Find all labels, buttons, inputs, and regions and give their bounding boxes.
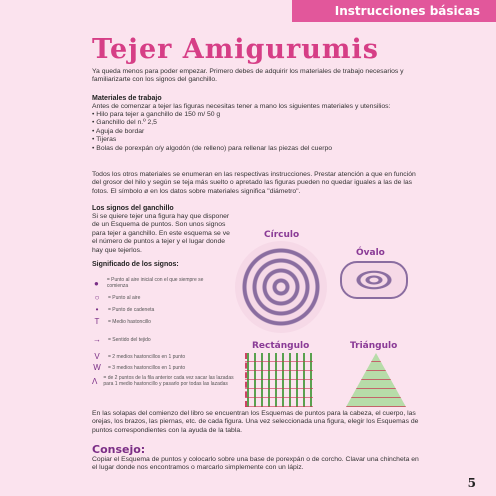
circle-label: Círculo [264, 230, 300, 240]
list-item: • Ganchillo del n.º 2,5 [92, 119, 332, 127]
legend-item: W = 3 medios hastoncillos en 1 punto [93, 363, 186, 372]
paragraph-3: En las solapas del comienzo del libro se encuentran los Esquemas de puntos para la cabeza, el cuerpo, las orejas, los brazos, las piernas, etc. de cada figura. Una vez seleccionada una figura, elegir los Esquemas de puntos correspondientes con la ayuda de la tabla. [92, 410, 419, 434]
list-item: • Aguja de bordar [92, 128, 332, 136]
legend-item: Λ = de 2 puntos de la fila anterior cada vez sacar las lazadas para 1 medio hastoncillo y pasarlo por todas las lazadas [92, 375, 234, 387]
circle-diagram [235, 241, 327, 333]
tip-heading: Consejo: [92, 443, 146, 456]
oval-diagram [340, 261, 408, 299]
legend-item: ○ = Punto al aire [94, 293, 141, 302]
legend-item: T = Medio hastoncillo [94, 317, 151, 326]
list-item: • Tijeras [92, 136, 332, 144]
materials-list [92, 111, 332, 153]
triangle-label: Triángulo [350, 341, 398, 351]
paragraph-2: Todos los otros materiales se enumeran en las respectivas instrucciones. Prestar atención a que en función del grosor del hilo y según se teja más suelto o apretado las figuras pueden no quedar iguales a las de las fotos. El símbolo ø en los datos sobre materiales significa "diámetro". [92, 171, 416, 195]
section-tab: Instrucciones básicas [292, 0, 496, 22]
tip-text: Copiar el Esquema de puntos y colocarlo sobre una base de porexpán o de corcho. Clavar una chincheta en el lugar donde nos encontramos o marcarlo simplemente con un lápiz. [92, 456, 419, 472]
rectangle-label: Rectángulo [252, 341, 310, 351]
legend-item: • = Punto de cadeneta [95, 305, 155, 314]
meaning-heading: Significado de los signos: [92, 261, 179, 268]
legend-item: → = Sentido del tejido [93, 335, 151, 344]
intro-text: Ya queda menos para poder empezar. Primero debes de adquirir los materiales de trabajo necesarios y familiarizarte con los signos del ganchillo. [92, 68, 404, 84]
legend-item: ● = Punto al aire inicial con el que siempre se comienza [93, 277, 204, 289]
list-item: • Hilo para tejer a ganchillo de 150 m/ 50 g [92, 111, 332, 119]
signs-heading: Los signos del ganchillo [92, 205, 174, 212]
page-title: Tejer Amigurumis [92, 34, 379, 65]
signs-text: Si se quiere tejer una figura hay que disponer de un Esquema de puntos. Son unos signos para tejer a ganchillo. En este esquema se ve el número de puntos a tejer y el lugar donde hay que tejerlos. [92, 213, 230, 254]
oval-label: Óvalo [356, 248, 385, 258]
list-item: • Bolas de porexpán o/y algodón (de relleno) para rellenar las piezas del cuerpo [92, 145, 332, 153]
materials-heading: Materiales de trabajo [92, 95, 162, 102]
materials-lead: Antes de comenzar a tejer las figuras necesitas tener a mano los siguientes materiales y utensilios: [92, 103, 391, 110]
page-number: 5 [467, 476, 476, 490]
legend-item: V = 2 medios hastoncillos en 1 punto [94, 352, 186, 361]
